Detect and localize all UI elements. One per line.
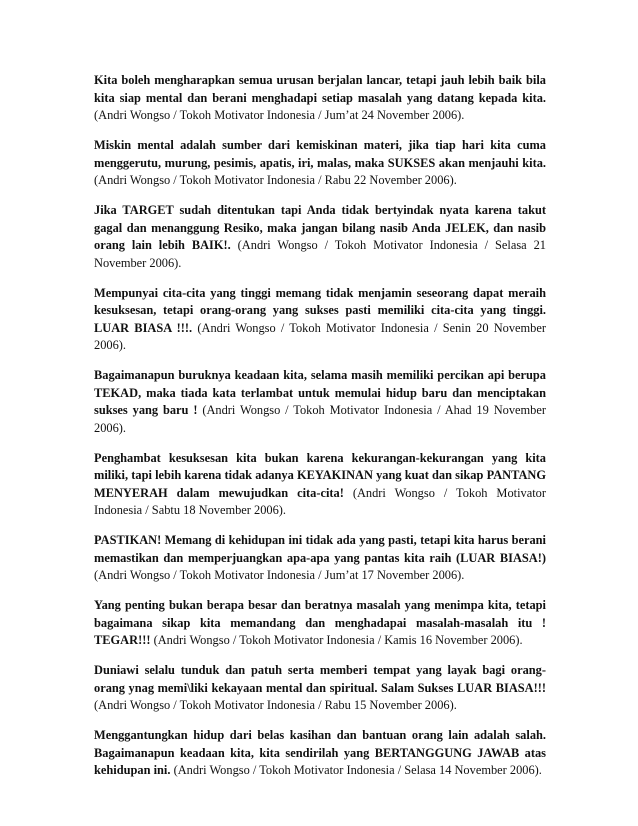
quote-paragraph <box>94 72 546 125</box>
quote-paragraph <box>94 727 546 780</box>
quote-source: (Andri Wongso / Tokoh Motivator Indonesia / Jum’at 17 November 2006). <box>94 568 465 582</box>
quote-source: (Andri Wongso / Tokoh Motivator Indonesia / Rabu 15 November 2006). <box>94 698 457 712</box>
quote-text: Duniawi selalu tunduk dan patuh serta memberi tempat yang layak bagi orang-orang ynag memi\liki kekayaan mental dan spiritual. Salam Sukses LUAR BIASA!!! <box>94 663 546 695</box>
quote-paragraph <box>94 202 546 272</box>
quote-source: (Andri Wongso / Tokoh Motivator Indonesia / Selasa 14 November 2006). <box>173 763 542 777</box>
quote-source: (Andri Wongso / Tokoh Motivator Indonesia / Senin 20 November 2006). <box>94 320 546 352</box>
quote-paragraph <box>94 662 546 715</box>
quote-source: (Andri Wongso / Tokoh Motivator Indonesia / Kamis 16 November 2006). <box>153 633 523 647</box>
quote-source: (Andri Wongso / Tokoh Motivator Indonesia / Rabu 22 November 2006). <box>94 173 457 187</box>
quote-text: Miskin mental adalah sumber dari kemiskinan materi, jika tiap hari kita cuma menggerutu, murung, pesimis, apatis, iri, malas, maka SUKSES akan menjauhi kita. <box>94 138 546 170</box>
quote-paragraph <box>94 137 546 190</box>
quote-source: (Andri Wongso / Tokoh Motivator Indonesia / Ahad 19 November 2006). <box>94 403 546 435</box>
quote-text: Mempunyai cita-cita yang tinggi memang tidak menjamin seseorang dapat meraih kesuksesan, tetapi orang-orang yang sukses pasti memiliki cita-cita yang tinggi. LUAR BIASA !!!. <box>94 285 546 335</box>
quote-text: Bagaimanapun buruknya keadaan kita, selama masih memiliki percikan api berupa TEKAD, maka tiada kata terlambat untuk memulai hidup baru dan menciptakan sukses yang baru ! <box>94 368 546 417</box>
quote-text: Jika TARGET sudah ditentukan tapi Anda tidak bertyindak nyata karena takut gagal dan menanggung Resiko, maka jangan bilang nasib Anda JELEK, dan nasib orang lain lebih BAIK!. <box>94 203 546 252</box>
quote-text: Penghambat kesuksesan kita bukan karena kekurangan-kekurangan yang kita miliki, tapi lebih karena tidak adanya KEYAKINAN yang kuat dan sikap PANTANG MENYERAH dalam mewujudkan cita-cita! <box>94 450 546 500</box>
document-page <box>94 72 546 792</box>
quote-text: Menggantungkan hidup dari belas kasihan dan bantuan orang lain adalah salah. Bagaimanapun keadaan kita, kita sendirilah yang BERTANGGUNG JAWAB atas kehidupan ini. <box>94 728 546 777</box>
quote-source: (Andri Wongso / Tokoh Motivator Indonesia / Selasa 21 November 2006). <box>94 238 546 270</box>
quote-paragraph <box>94 367 546 437</box>
quote-source: (Andri Wongso / Tokoh Motivator Indonesia / Sabtu 18 November 2006). <box>94 485 546 517</box>
quote-paragraph <box>94 450 546 520</box>
quote-text: PASTIKAN! Memang di kehidupan ini tidak ada yang pasti, tetapi kita harus berani memastikan dan memperjuangkan apa-apa yang pantas kita raih (LUAR BIASA!) <box>94 533 546 565</box>
quote-text: Yang penting bukan berapa besar dan beratnya masalah yang menimpa kita, tetapi bagaimana sikap kita memandang dan menghadapai masalah-masalah itu ! TEGAR!!! <box>94 598 546 647</box>
quote-paragraph <box>94 532 546 585</box>
quote-paragraph <box>94 285 546 355</box>
quote-text: Kita boleh mengharapkan semua urusan berjalan lancar, tetapi jauh lebih baik bila kita siap mental dan berani menghadapi setiap masalah yang datang kepada kita. <box>94 73 546 105</box>
quote-paragraph <box>94 597 546 650</box>
quote-source: (Andri Wongso / Tokoh Motivator Indonesia / Jum’at 24 November 2006). <box>94 108 465 122</box>
